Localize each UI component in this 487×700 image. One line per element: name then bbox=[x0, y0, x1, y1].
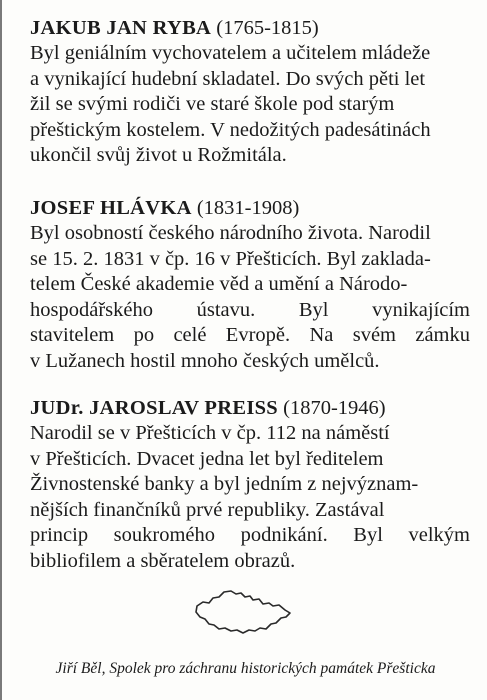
entry-heading bbox=[30, 396, 470, 421]
entry-jaroslav-preiss bbox=[30, 396, 470, 575]
bio-line: přeštickým kostelem. V nedožitých padesátinách bbox=[30, 118, 431, 141]
bio-line: v Přešticích. Dvacet jedna let byl ředitelem bbox=[30, 447, 384, 470]
bio-line: se 15. 2. 1831 v čp. 16 v Přešticích. Byl zaklada- bbox=[30, 247, 431, 270]
author-credit: Jiří Běl, Spolek pro záchranu historických památek Přešticka bbox=[55, 660, 436, 677]
bio-line: a vynikající hudební skladatel. Do svých pěti let bbox=[30, 67, 426, 90]
person-years: (1831-1908) bbox=[196, 197, 300, 219]
bio-line: Byl geniálním vychovatelem a učitelem mládeže bbox=[30, 42, 431, 64]
bio-line: bibliofilem a sběratelem obrazů. bbox=[30, 549, 296, 572]
bio-line: princip soukromého podnikání. Byl velkým bbox=[30, 524, 470, 547]
bio-line: ukončil svůj život u Rožmitála. bbox=[30, 144, 287, 167]
bio-line: hospodářského ústavu. Byl vynikajícím bbox=[30, 298, 470, 321]
czech-republic-map-icon bbox=[189, 586, 293, 636]
bio-line: Živnostenské banky a byl jedním z nejvýznam- bbox=[30, 473, 419, 496]
bio-line: žil se svými rodiči ve staré škole pod starým bbox=[30, 93, 395, 116]
bio-line: v Lužanech hostil mnoho českých umělců. bbox=[30, 349, 380, 372]
bio-line: Byl osobností českého národního života. Narodil bbox=[30, 222, 431, 244]
person-years: (1870-1946) bbox=[283, 397, 386, 419]
person-name: JOSEF HLÁVKA bbox=[30, 197, 192, 219]
person-years: (1765-1815) bbox=[216, 17, 319, 39]
entry-josef-hlavka bbox=[30, 196, 470, 375]
entry-heading bbox=[30, 196, 470, 221]
bio-line: stavitelem po celé Evropě. Na svém zámku bbox=[30, 324, 470, 347]
bio-line: Narodil se v Přešticích v čp. 112 na náměstí bbox=[30, 422, 390, 444]
bio-line: nějších finančníků prvé republiky. Zastával bbox=[30, 498, 385, 521]
entry-jakub-jan-ryba bbox=[30, 16, 470, 169]
entry-heading bbox=[30, 16, 470, 41]
bio-line: telem České akademie věd a umění a Národo- bbox=[30, 273, 408, 296]
person-name: JUDr. JAROSLAV PREISS bbox=[30, 397, 279, 419]
person-name: JAKUB JAN RYBA bbox=[30, 17, 212, 39]
